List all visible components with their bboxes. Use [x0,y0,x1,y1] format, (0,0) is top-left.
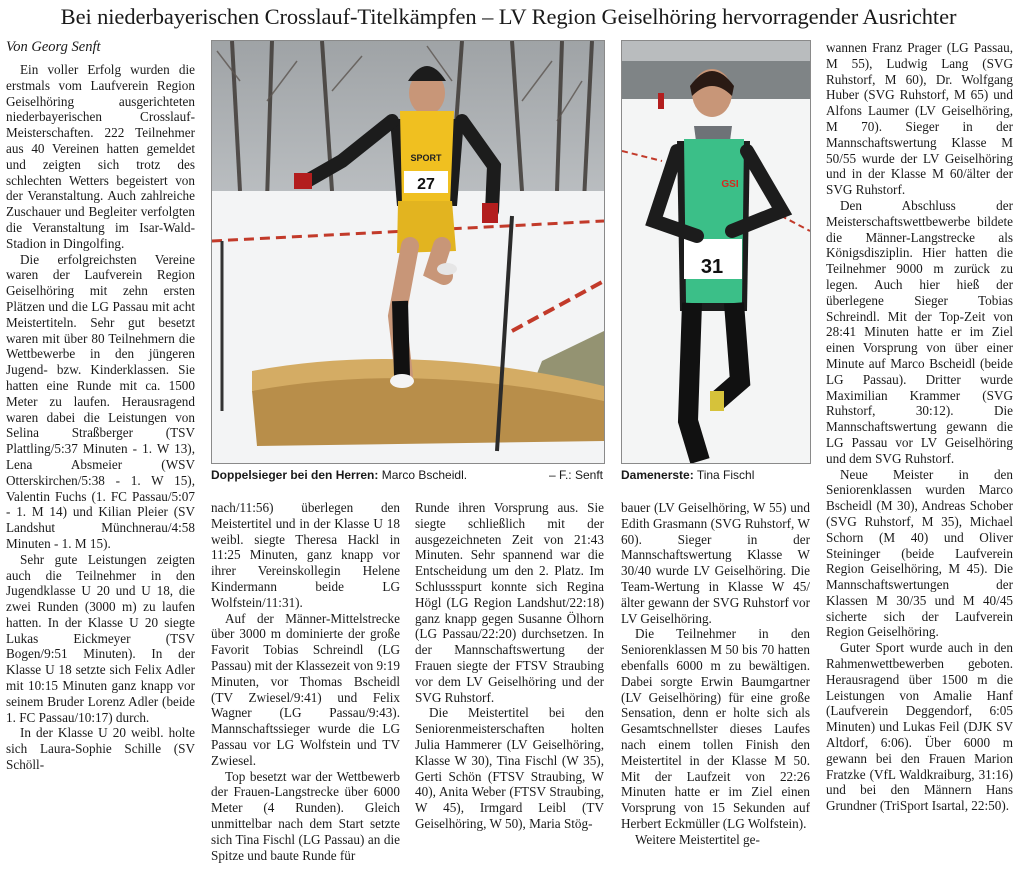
shirt-print-right: GSI [721,179,739,190]
paragraph: Guter Sport wurde auch in den Rahmenwettbewerben geboten. Herausragend über 1500 m die Leistungen von Amalie Hanf (Laufverein Deggendorf, 6:05 Minuten) und Lukas Feil (DJK SV Altdorf, 6:06). Über 6000 m gewann bei den Frauen Marion Fratzke (VfL Waldkraiburg, 31:16) und bei den Männern Hans Grundner (TriSport Isartal, 22:50). [826,640,1013,814]
photo-male-winner [211,40,605,464]
text-column-5 [826,40,1013,895]
caption-right-bold: Damenerste: [621,468,694,482]
paragraph: In der Klasse U 20 weibl. holte sich Laura-Sophie Schille (SV Schöll- [6,725,195,773]
paragraph: Weitere Meistertitel ge- [635,831,760,847]
photo-caption-left [211,468,603,482]
text-column-4 [621,500,810,895]
bib-number-right: 31 [700,256,724,278]
shirt-print-left: SPORT [410,153,442,163]
photo-credit: – F.: Senft [548,468,603,482]
paragraph: Den Abschluss der Meisterschaftswettbewerbe bildete die Männer-Langstrecke als Königsdisziplin. Hier hatten die Teilnehmer 9000 m zurück zu legen. Auch hier hieß der überlegene Sieger Tobias Schreindl. Mit der Top-Zeit von 28:41 Minuten hatte er im Ziel einen Vorsprung von über einer Minute auf Marco Bscheidl (beide LG Passau). Dritter wurde Maximilian Krammer (SVG Ruhstorf, 30:12). Die Mannschaftswertung gewann die LG Passau vor LV Geiselhöring und dem SVG Ruhstorf. [826,197,1013,466]
paragraph: Neue Meister in den Seniorenklassen wurden Marco Bscheidl (M 30), Andreas Schober (SVG Ruhstorf, M 35), Michael Schorn (M 40) und Oliver Steininger (beide Laufverein Region Geiselhöring, M 45). Die Mannschaftswertungen der Klassen M 30/35 und M 40/45 sicherte sich der Laufverein Region Geiselhöring. [826,466,1013,640]
photo-male-winner-image [212,41,604,463]
photo-caption-right [621,468,809,482]
paragraph: Top besetzt war der Wettbewerb der Frauen-Langstrecke über 6000 Meter (4 Runden). Gleich unmittelbar nach dem Start setzte sich Tina Fischl (LG Passau) an die Spitze und baute Runde für [211,768,400,863]
byline: Von Georg Senft [6,39,101,55]
text-column-2 [211,500,400,895]
photo-female-winner-image [622,41,810,463]
paragraph: Auf der Männer-Mittelstrecke über 3000 m dominierte der große Favorit Tobias Schreindl (LG Passau) mit der Klassezeit von 9:19 Minuten, vor Thomas Bscheidl (TV Zwiesel/9:41) und Felix Wagner (LG Passau/9:43). Mannschaftssieger wurde die LG Passau vor LG Wolfstein und TV Zwiesel. [211,610,400,768]
paragraph: wannen Franz Prager (LG Passau, M 55), Ludwig Lang (SVG Ruhstorf, M 60), Dr. Wolfgang Huber (SVG Ruhstorf, M 65) und Alfons Laumer (LV Geiselhöring, M 70). Sieger in der Mannschaftswertung Klasse M 50/55 wurde der LV Geiselhöring und in der Klasse M 60/älter der SVG Ruhstorf. [826,40,1013,198]
paragraph: Sehr gute Leistungen zeigten auch die Teilnehmer in den Jugendklasse U 20 und U 18, die zwei Runden (3000 m) zu laufen hatten. In der Klasse U 20 siegte Lukas Eickmeyer (TSV Bogen/9:51 Minuten). In der Klasse U 18 setzte sich Felix Adler mit 10:15 Minuten ganz knapp vor seinem Bruder Lorenz Adler (beide 1. FC Passau/10:17) durch. [6,551,195,725]
paragraph: Die Meistertitel bei den Seniorenmeisterschaften holten Julia Hammerer (LV Geiselhöring, Klasse W 30), Tina Fischl (W 35), Gerti Schön (FTSV Straubing, W 40), Anita Weber (FTSV Straubing, W 45), Irmgard Leibl (TV Geiselhöring, W 50), Maria Stög- [415,705,604,831]
bib-number-left: 27 [417,176,435,193]
caption-right-text: Tina Fischl [693,468,755,482]
article-headline: Bei niederbayerischen Crosslauf-Titelkämpfen – LV Region Geiselhöring hervorragender Ausrichter [60,4,957,29]
paragraph: Die Teilnehmer in den Seniorenklassen M 50 bis 70 hatten ebenfalls 6000 m zu bewältigen. Dabei sorgte Erwin Baumgartner (LV Geiselhöring) für eine große Sensation, denn er holte sich als Gesamtschnellster dieses Laufes nach einem tollen Finish den Meistertitel in der Klasse M 50. Mit der Laufzeit von 22:26 Minuten hatte er im Ziel einen Vorsprung von 15 Sekunden auf Herbert Eckmüller (LG Wolfstein). [621,626,810,831]
photo-female-winner [621,40,811,464]
caption-left-text: Marco Bscheidl. [378,468,468,482]
paragraph: Runde ihren Vorsprung aus. Sie siegte schließlich mit der ausgezeichneten Zeit von 21:43 Minuten. Sehr spannend war die Entscheidung um den 2. Platz. Im Schlussspurt konnte sich Regina Högl (LG Region Landshut/22:18) ganz knapp gegen Susanne Ölhorn (LG Passau/22:20) durchsetzen. In der Mannschaftswertung der Frauen siegte der FTSV Straubing vor dem LV Geiselhöring und der SVG Ruhstorf. [415,500,604,705]
paragraph: Die erfolgreichsten Vereine waren der Laufverein Region Geiselhöring mit zehn ersten Plätzen und die LG Passau mit acht Meistertiteln. Sehr gut besetzt waren mit über 80 Teilnehmern die Wettbewerbe in den jüngeren Jugend- bzw. Kinderklassen. Sie hatten eine Runde mit ca. 1500 Meter zu laufen. Herausragend waren dabei die Leistungen von Selina Straßberger (TSV Plattling/5:37 Minuten - 1. W 13), Lena Absmeier (WSV Otterskirchen/5:38 - 1. W 15), Valentin Fuchs (1. FC Passau/5:07 - 1. M 14) und Kilian Pleier (SV Landshut Münchnerau/4:58 Minuten - 1. M 15). [6,251,195,551]
text-column-3 [415,500,604,895]
text-column-1 [6,38,195,895]
paragraph: bauer (LV Geiselhöring, W 55) und Edith Grasmann (SVG Ruhstorf, W 60). Sieger in der Mannschaftswertung Klasse W 30/40 wurde LV Geiselhöring. Die Team-Wertung in Klasse W 45/älter gewann der SVG Ruhstorf vor LV Geiselhöring. [621,500,810,626]
caption-left-bold: Doppelsieger bei den Herren: [211,468,379,482]
paragraph: Ein voller Erfolg wurden die erstmals vom Laufverein Region Geiselhöring ausgerichteten niederbayerischen Crosslauf-Meisterschaften. 222 Teilnehmer aus 40 Vereinen hatten gemeldet und zeigten sich trotz des schlechten Wetters begeistert von der Veranstaltung. Auch zahlreiche Zuschauer und Begleiter verfolgten die Veranstaltung im Isar-Wald-Stadion in Dingolfing. [6,62,195,251]
paragraph: nach/11:56) überlegen den Meistertitel und in der Klasse U 18 weibl. siegte Theresa Hackl in 11:25 Minuten, ganz knapp vor ihrer Vereinskollegin Helene Kindermann beide LG Wolfstein/11:31). [211,500,400,610]
